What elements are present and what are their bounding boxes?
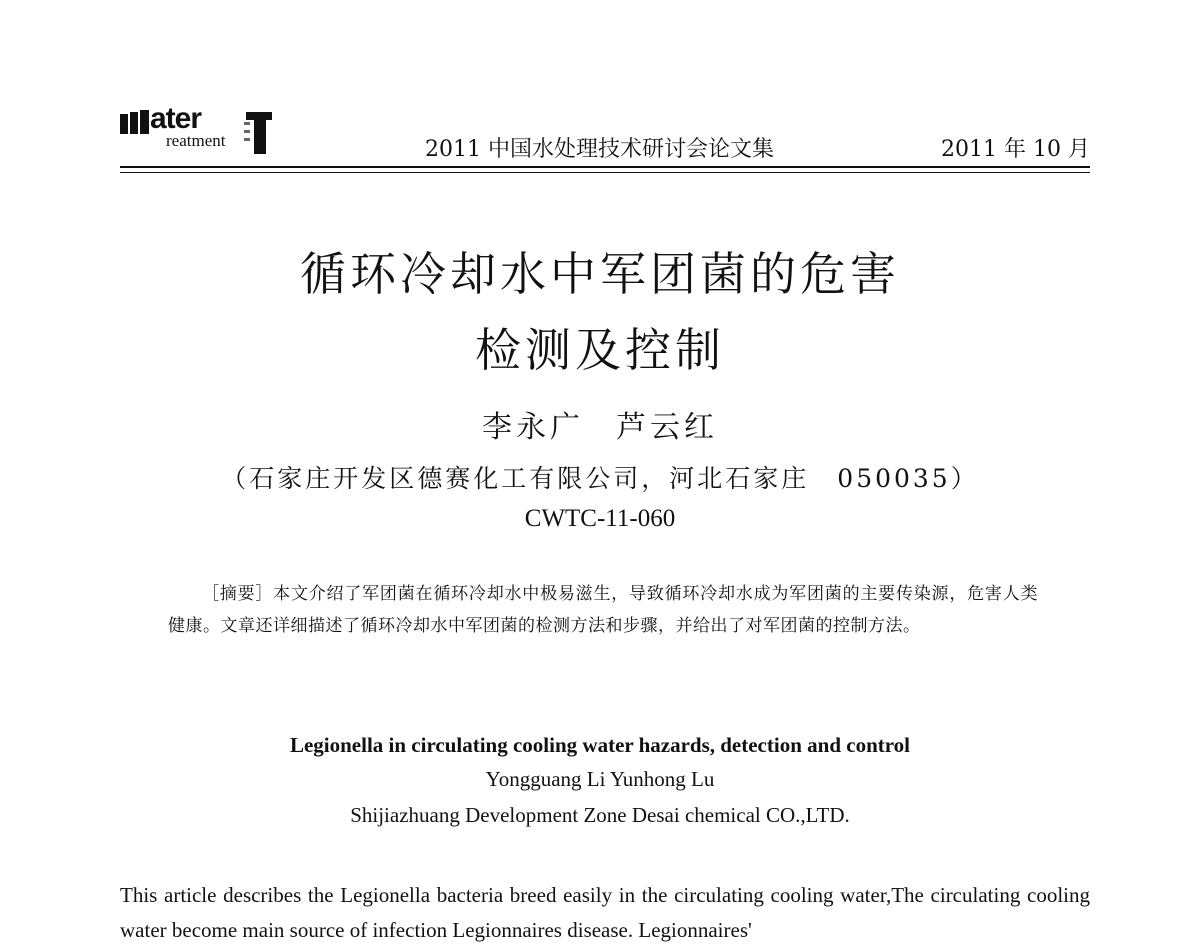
paper-title-line1: 循环冷却水中军团菌的危害 bbox=[300, 247, 900, 301]
logo-mark-icon bbox=[120, 110, 154, 140]
header-rule-thick bbox=[120, 166, 1090, 168]
paper-code: CWTC-11-060 bbox=[524, 505, 676, 532]
logo-text-ater: ater bbox=[150, 102, 202, 135]
english-title: Legionella in circulating cooling water hazards, detection and control bbox=[289, 733, 911, 757]
proceedings-title: 2011 中国水处理技术研讨会论文集 bbox=[425, 137, 774, 162]
author-1: 李永广 bbox=[482, 410, 584, 445]
abstract-cn-text: ［摘要］本文介绍了军团菌在循环冷却水中极易滋生，导致循环冷却水成为军团菌的主要传染源，危害人类健康。文章还详细描述了循环冷却水中军团菌的检测方法和步骤，并给出了对军团菌的控制方法。 bbox=[168, 584, 1038, 636]
english-affiliation: Shijiazhuang Development Zone Desai chemical CO.,LTD. bbox=[350, 803, 850, 827]
authors-cn bbox=[0, 408, 1200, 448]
english-abstract bbox=[120, 878, 1090, 948]
paper-title-line2: 检测及控制 bbox=[475, 323, 725, 377]
publication-date: 2011 年 10 月 bbox=[941, 137, 1090, 162]
logo-text-reatment: reatment bbox=[166, 131, 226, 150]
abstract-cn bbox=[168, 578, 1038, 642]
english-abstract-text: This article describes the Legionella bacteria breed easily in the circulating cooling water,The circulating cooling water become main source of infection Legionnaires disease. Legionnaires' bbox=[120, 883, 1090, 942]
english-authors: Yongguang Li Yunhong Lu bbox=[485, 767, 715, 791]
author-2: 芦云红 bbox=[616, 410, 718, 445]
header-rule-thin bbox=[120, 172, 1090, 173]
affiliation-cn: （石家庄开发区德赛化工有限公司，河北石家庄 050035） bbox=[221, 464, 979, 493]
logo-t-icon bbox=[244, 108, 274, 158]
journal-logo bbox=[120, 102, 280, 160]
